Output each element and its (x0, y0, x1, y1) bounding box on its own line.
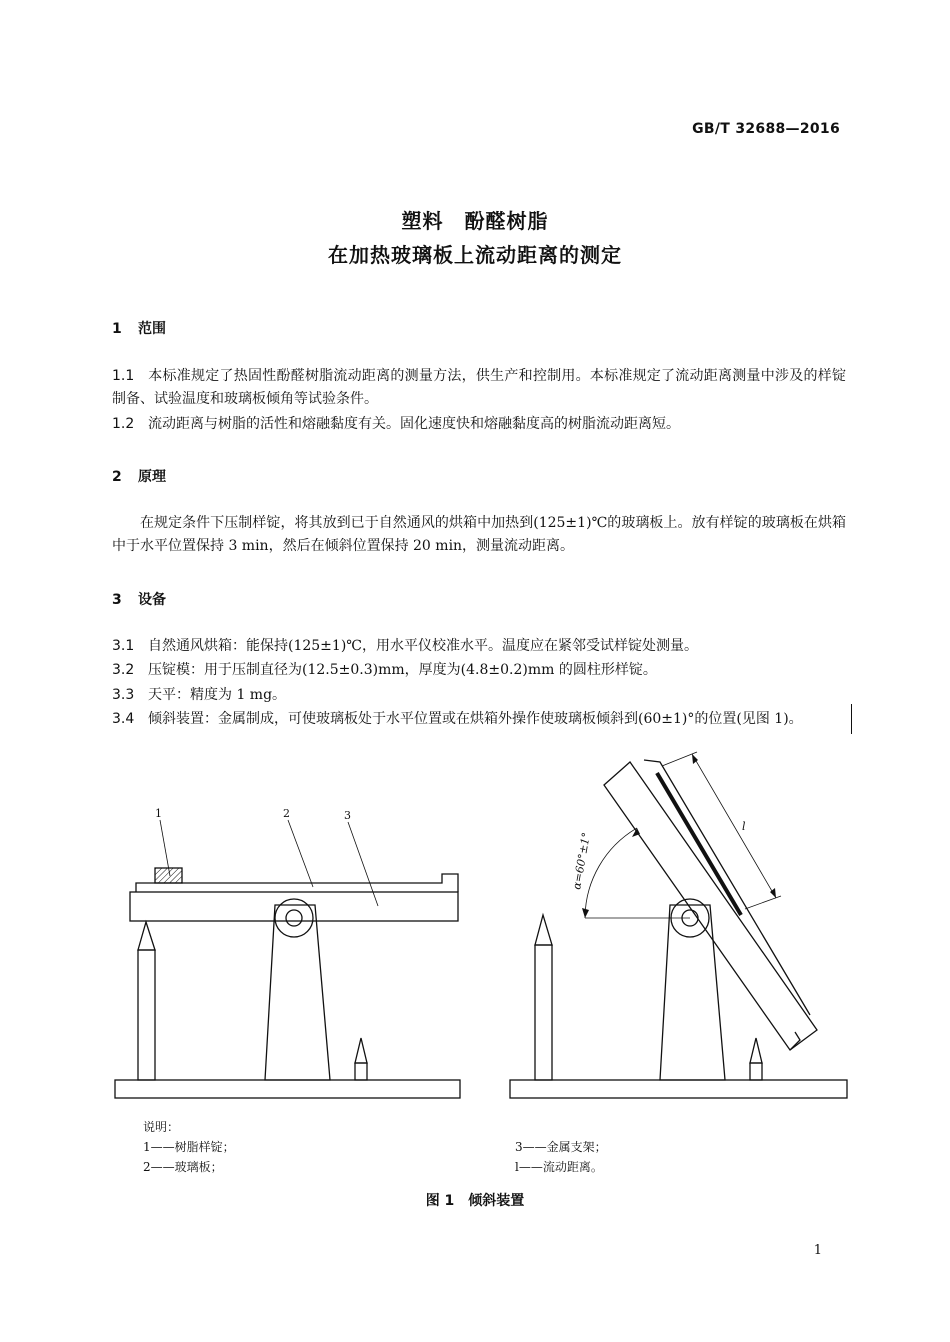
callout-2: 2 (283, 807, 290, 820)
horizontal-position-drawing (115, 820, 460, 1098)
section-title: 设备 (138, 592, 166, 608)
section-number: 2 (112, 469, 122, 485)
clause-text: 倾斜装置：金属制成，可使玻璃板处于水平位置或在烘箱外操作使玻璃板倾斜到(60±1)°的位置(见图 1)。 (148, 711, 803, 727)
standard-number: GB/T 32688—2016 (692, 121, 840, 137)
support-post-tip (138, 922, 155, 950)
clause-number: 3.2 (112, 662, 135, 678)
clause-number: 1.1 (112, 368, 135, 384)
resin-flow-streak (657, 773, 741, 915)
clause-text: 自然通风烘箱：能保持(125±1)℃，用水平仪校准水平。温度应在紧邻受试样锭处测量。 (148, 638, 698, 654)
flow-length-label: l (742, 820, 746, 833)
hinge-inner (286, 910, 302, 926)
plate-lip (136, 874, 458, 892)
angle-arc (585, 828, 637, 918)
legend-item-3: 3——金属支架； (515, 1140, 607, 1154)
figure-caption: 图 1 倾斜装置 (425, 1193, 525, 1209)
title-line-2: 在加热玻璃板上流动距离的测定 (328, 243, 622, 267)
legend-item-4: l——流动距离。 (515, 1160, 603, 1174)
metal-frame-left (265, 905, 330, 1080)
clause-text: 本标准规定了热固性酚醛树脂流动距离的测量方法，供生产和控制用。本标准规定了流动距离测量中涉及的样锭制备、试验温度和玻璃板倾角等试验条件。 (112, 368, 846, 407)
base-plate-left (115, 1080, 460, 1098)
tilted-position-drawing (510, 752, 847, 1098)
glass-plate-left (130, 892, 458, 921)
legend-title: 说明： (143, 1120, 180, 1134)
support-post-left (138, 950, 155, 1080)
callout-3: 3 (344, 809, 351, 822)
clause-text: 流动距离与树脂的活性和熔融黏度有关。固化速度快和熔融黏度高的树脂流动距离短。 (148, 416, 680, 432)
title-line-1: 塑料 酚醛树脂 (401, 209, 549, 233)
callout-1: 1 (155, 807, 162, 820)
principle-paragraph: 在规定条件下压制样锭，将其放到已于自然通风的烘箱中加热到(125±1)℃的玻璃板上。放有样锭的玻璃板在烘箱中于水平位置保持 3 min，然后在倾斜位置保持 20 min，测量流动距离。 (112, 515, 846, 554)
base-plate-right (510, 1080, 847, 1098)
clause-number: 3.1 (112, 638, 135, 654)
legend-item-1: 1——树脂样锭； (143, 1140, 235, 1154)
flow-distance-dimension (692, 754, 776, 898)
section-title: 范围 (138, 321, 166, 337)
angle-label: α=60°±1° (570, 831, 594, 891)
clause-number: 1.2 (112, 416, 135, 432)
section-number: 3 (112, 592, 122, 608)
peg-left (355, 1063, 367, 1080)
section-number: 1 (112, 321, 122, 337)
section-title: 原理 (138, 469, 166, 485)
legend-item-2: 2——玻璃板； (143, 1160, 223, 1174)
resin-sample (155, 868, 182, 883)
metal-frame-right (660, 905, 725, 1080)
page-number: 1 (813, 1243, 822, 1258)
clause-number: 3.3 (112, 687, 135, 703)
clause-text: 压锭模：用于压制直径为(12.5±0.3)mm，厚度为(4.8±0.2)mm 的圆柱形样锭。 (148, 662, 657, 678)
peg-right (750, 1063, 762, 1080)
clause-text: 天平：精度为 1 mg。 (148, 687, 287, 703)
clause-number: 3.4 (112, 711, 135, 727)
support-post-right (535, 945, 552, 1080)
